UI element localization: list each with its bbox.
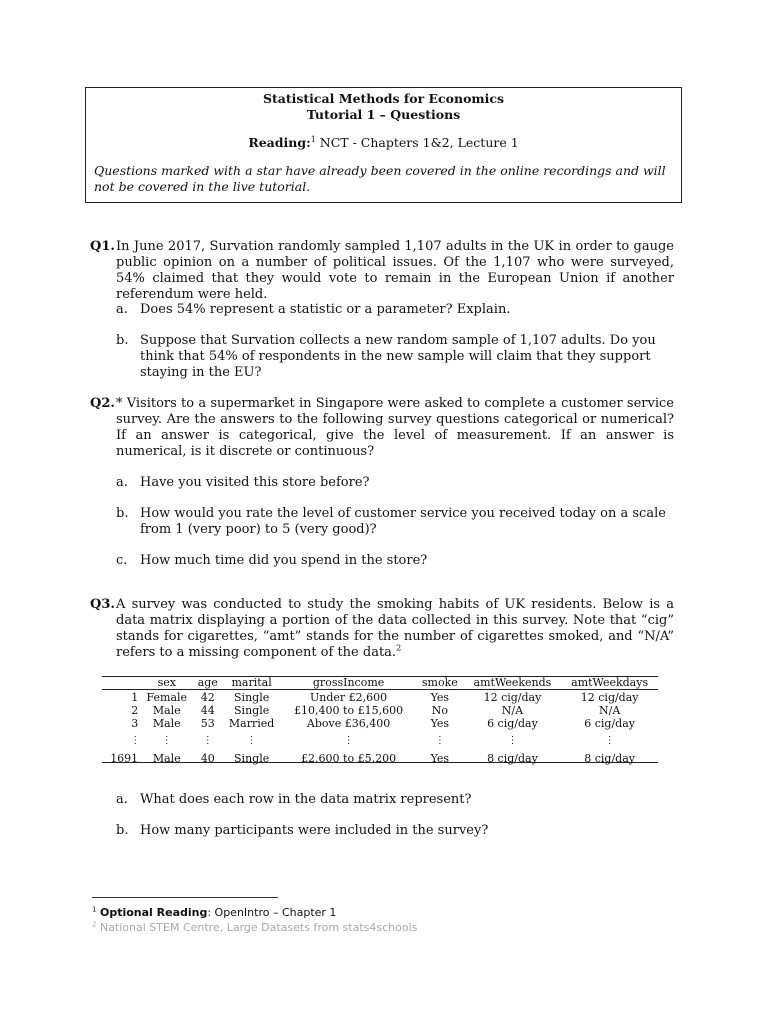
cell: Male	[152, 704, 181, 717]
cell: 8 cig/day	[584, 752, 635, 765]
question-2	[90, 396, 674, 460]
cell: 1	[131, 691, 139, 704]
part-label: b.	[116, 333, 129, 348]
cell: Male	[152, 717, 181, 730]
part-label: c.	[116, 553, 128, 568]
ellipsis-row	[102, 730, 658, 752]
ellipsis: ⋮	[246, 735, 257, 746]
ellipsis: ⋮	[343, 735, 354, 746]
cell: 12 cig/day	[483, 691, 542, 704]
col-age: age	[193, 676, 222, 690]
header-box	[85, 87, 682, 203]
course-title: Statistical Methods for Economics	[262, 91, 505, 106]
part-text: Suppose that Survation collects a new random sample of 1,107 adults. Do you think that 54% of respondents in the new sample will claim that they support staying in the EU?	[140, 333, 656, 380]
cell: Female	[146, 691, 188, 704]
question-3a	[116, 792, 676, 808]
footnote-2	[92, 921, 417, 934]
cell: Single	[234, 704, 270, 717]
table-header-row	[102, 676, 658, 690]
cell: 44	[200, 704, 215, 717]
cell: 3	[131, 717, 139, 730]
ellipsis: ⋮	[161, 735, 172, 746]
question-3	[90, 597, 674, 661]
cell: 6 cig/day	[584, 717, 635, 730]
cell: Yes	[430, 752, 450, 765]
cell: £10,400 to £15,600	[294, 704, 404, 717]
cell: No	[431, 704, 448, 717]
table-row	[102, 752, 658, 766]
cell: Single	[234, 752, 270, 765]
cell: 12 cig/day	[580, 691, 639, 704]
cell: Single	[234, 691, 270, 704]
cell: 2	[131, 704, 139, 717]
ellipsis: ⋮	[202, 735, 213, 746]
cell: Yes	[430, 691, 450, 704]
col-index	[102, 676, 140, 690]
footnote-number: 1	[92, 905, 97, 914]
cell: Yes	[430, 717, 450, 730]
cell: Married	[228, 717, 275, 730]
col-gross-income: grossIncome	[281, 676, 416, 690]
part-label: a.	[116, 302, 128, 317]
question-number: Q2.	[90, 396, 115, 411]
part-label: b.	[116, 823, 129, 838]
footnote-rule	[92, 897, 278, 898]
part-text: How many participants were included in the survey?	[140, 823, 489, 838]
col-sex: sex	[140, 676, 193, 690]
question-2c	[116, 553, 676, 569]
part-text: How would you rate the level of customer service you received today on a scale from 1 (very poor) to 5 (very good)?	[140, 506, 666, 537]
question-number: Q3.	[90, 597, 115, 612]
cell: 6 cig/day	[487, 717, 538, 730]
cell: Male	[152, 752, 181, 765]
col-marital: marital	[222, 676, 281, 690]
part-text: How much time did you spend in the store?	[140, 553, 428, 568]
col-smoke: smoke	[416, 676, 464, 690]
question-text: * Visitors to a supermarket in Singapore were asked to complete a customer service survey. Are the answers to the following survey questions categorical or numerical? If an answer is categorical, give the level of measurement. If an answer is numerical, is it discrete or continuous?	[116, 396, 674, 459]
part-text: What does each row in the data matrix represent?	[140, 792, 472, 807]
table-row	[102, 717, 658, 730]
cell: 40	[200, 752, 215, 765]
part-label: a.	[116, 475, 128, 490]
part-label: b.	[116, 506, 129, 521]
footnote-1	[92, 906, 336, 919]
question-3b	[116, 823, 676, 839]
table-row	[102, 690, 658, 705]
question-text: In June 2017, Survation randomly sampled 1,107 adults in the UK in order to gauge public opinion on a number of political issues. Of the 1,107 who were surveyed, 54% claimed that they would vote to remain in the European Union if another referendum were held.	[116, 239, 674, 302]
cell: 1691	[110, 752, 139, 765]
question-1	[90, 239, 674, 303]
cell: 8 cig/day	[487, 752, 538, 765]
cell: £2,600 to £5,200	[301, 752, 397, 765]
col-amt-weekdays: amtWeekdays	[561, 676, 658, 690]
question-number: Q1.	[90, 239, 115, 254]
cell: Under £2,600	[310, 691, 388, 704]
tutorial-subtitle: Tutorial 1 – Questions	[306, 107, 461, 122]
part-text: Does 54% represent a statistic or a parameter? Explain.	[140, 302, 511, 317]
reading-footnote-ref: 1	[310, 134, 316, 144]
star-note: Questions marked with a star have already been covered in the online recordings and will not be covered in the live tutorial.	[94, 163, 666, 194]
ellipsis: ⋮	[130, 735, 141, 746]
reading-line	[86, 135, 681, 151]
cell: 53	[200, 717, 215, 730]
question-2a	[116, 475, 676, 491]
col-amt-weekends: amtWeekends	[464, 676, 562, 690]
question-text	[116, 597, 674, 661]
footnote-text: National STEM Centre, Large Datasets from stats4schools	[96, 921, 418, 934]
part-text: Have you visited this store before?	[140, 475, 370, 490]
question-2b	[116, 506, 676, 538]
cell: N/A	[501, 704, 524, 717]
table-bottom-rule	[102, 762, 658, 763]
footnote-text: : OpenIntro – Chapter 1	[207, 906, 337, 919]
footnote-number: 2	[92, 920, 97, 929]
footnote-label: Optional Reading	[99, 906, 208, 919]
reading-label: Reading:	[248, 135, 311, 150]
question-1a	[116, 302, 676, 318]
question-1b	[116, 333, 676, 381]
cell: Above £36,400	[306, 717, 391, 730]
ellipsis: ⋮	[507, 735, 518, 746]
cell: 42	[200, 691, 215, 704]
table-row	[102, 704, 658, 717]
reading-text: NCT - Chapters 1&2, Lecture 1	[315, 135, 519, 150]
ellipsis: ⋮	[434, 735, 445, 746]
footnote-ref: 2	[396, 643, 402, 653]
ellipsis: ⋮	[604, 735, 615, 746]
question-text-body: A survey was conducted to study the smoking habits of UK residents. Below is a data matrix displaying a portion of the data collected in this survey. Note that “cig” stands for cigarettes, “amt” stands for the number of cigarettes smoked, and “N/A” refers to a missing component of the data.	[116, 597, 674, 660]
part-label: a.	[116, 792, 128, 807]
data-matrix	[102, 676, 658, 766]
cell: N/A	[598, 704, 621, 717]
